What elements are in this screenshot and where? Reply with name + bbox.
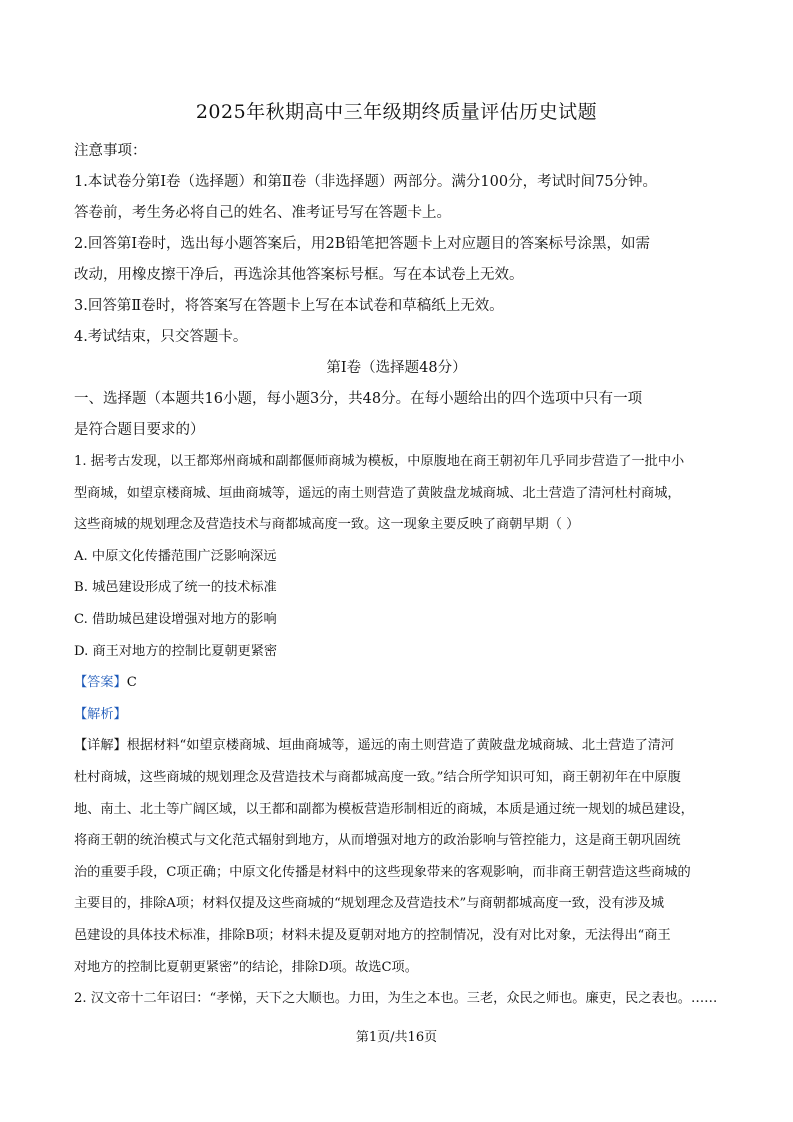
question-stem-line: 1. 据考古发现，以王都郑州商城和副都偃师商城为模板，中原腹地在商王朝初年几乎同步营造了一批中小	[74, 454, 685, 469]
option-a: A. 中原文化传播范围广泛影响深远	[74, 548, 277, 564]
notice-line: 1.本试卷分第Ⅰ卷（选择题）和第Ⅱ卷（非选择题）两部分。满分100分，考试时间75分钟。	[74, 174, 658, 190]
notice-line: 4.考试结束，只交答题卡。	[74, 329, 248, 345]
section-instruction: 一、选择题（本题共16小题，每小题3分，共48分。在每小题给出的四个选项中只有一项	[74, 391, 643, 407]
detail-line	[74, 730, 719, 762]
notice-heading: 注意事项：	[74, 143, 147, 159]
analysis-line	[74, 699, 719, 731]
exam-title: 2025年秋期高中三年级期终质量评估历史试题	[195, 101, 598, 123]
detail-tag: 【详解】	[74, 738, 127, 754]
detail-line: 地、南土、北土等广阔区域，以王都和副都为模板营造形制相近的商城，本质是通过统一规划的城邑建设，	[74, 801, 694, 817]
question-2-stem: 2. 汉文帝十二年诏曰：“孝悌，天下之大顺也。力田，为生之本也。三老，众民之师也。廉吏，民之表也。……	[74, 991, 718, 1007]
answer-tag: 【答案】	[74, 675, 127, 691]
detail-line: 杜村商城，这些商城的规划理念及营造技术与商都城高度一致。”结合所学知识可知，商王朝初年在中原腹	[74, 769, 681, 785]
question-1	[74, 446, 719, 983]
detail-line: 治的重要手段，C项正确；中原文化传播是材料中的这些现象带来的客观影响，而非商王朝营造这些商城的	[74, 864, 691, 880]
detail-line: 对地方的控制比夏朝更紧密”的结论，排除D项。故选C项。	[74, 959, 418, 975]
page-footer: 第1页/共16页	[355, 1030, 438, 1045]
answer-value: C	[126, 675, 137, 691]
section-instruction: 是符合题目要求的）	[74, 422, 205, 438]
detail-line: 将商王朝的统治模式与文化范式辐射到地方，从而增强对地方的政治影响与管控能力，这是商王朝巩固统	[74, 833, 681, 849]
answer-line	[74, 667, 719, 699]
notice-line: 改动，用橡皮擦干净后，再选涂其他答案标号框。写在本试卷上无效。	[74, 267, 524, 283]
notice-line: 答卷前，考生务必将自己的姓名、准考证号写在答题卡上。	[74, 205, 451, 221]
analysis-tag: 【解析】	[74, 706, 127, 722]
notice-line: 2.回答第Ⅰ卷时，选出每小题答案后，用2B铅笔把答题卡上对应题目的答案标号涂黑，如需	[74, 236, 650, 252]
option-d: D. 商王对地方的控制比夏朝更紧密	[74, 643, 278, 659]
detail-line: 主要目的，排除A项；材料仅提及这些商城的“规划理念及营造技术”与商朝都城高度一致，没有涉及城	[74, 896, 665, 912]
question-stem-line: 型商城，如望京楼商城、垣曲商城等，遥远的南土则营造了黄陂盘龙城商城、北土营造了清河杜村商城，	[74, 485, 681, 501]
notice-block	[74, 136, 719, 353]
section-heading: 第Ⅰ卷（选择题48分）	[326, 360, 467, 376]
detail-text: 根据材料“如望京楼商城、垣曲商城等，遥远的南土则营造了黄陂盘龙城商城、北土营造了清河	[126, 738, 675, 754]
document-page	[74, 98, 719, 1015]
detail-line: 邑建设的具体技术标准，排除B项；材料未提及夏朝对地方的控制情况，没有对比对象，无法得出“商王	[74, 927, 671, 943]
question-stem-line: 这些商城的规划理念及营造技术与商都城高度一致。这一现象主要反映了商朝早期（ ）	[74, 517, 580, 533]
option-c: C. 借助城邑建设增强对地方的影响	[74, 611, 277, 627]
option-b: B. 城邑建设形成了统一的技术标准	[74, 580, 277, 596]
notice-line: 3.回答第Ⅱ卷时，将答案写在答题卡上写在本试卷和草稿纸上无效。	[74, 298, 504, 314]
